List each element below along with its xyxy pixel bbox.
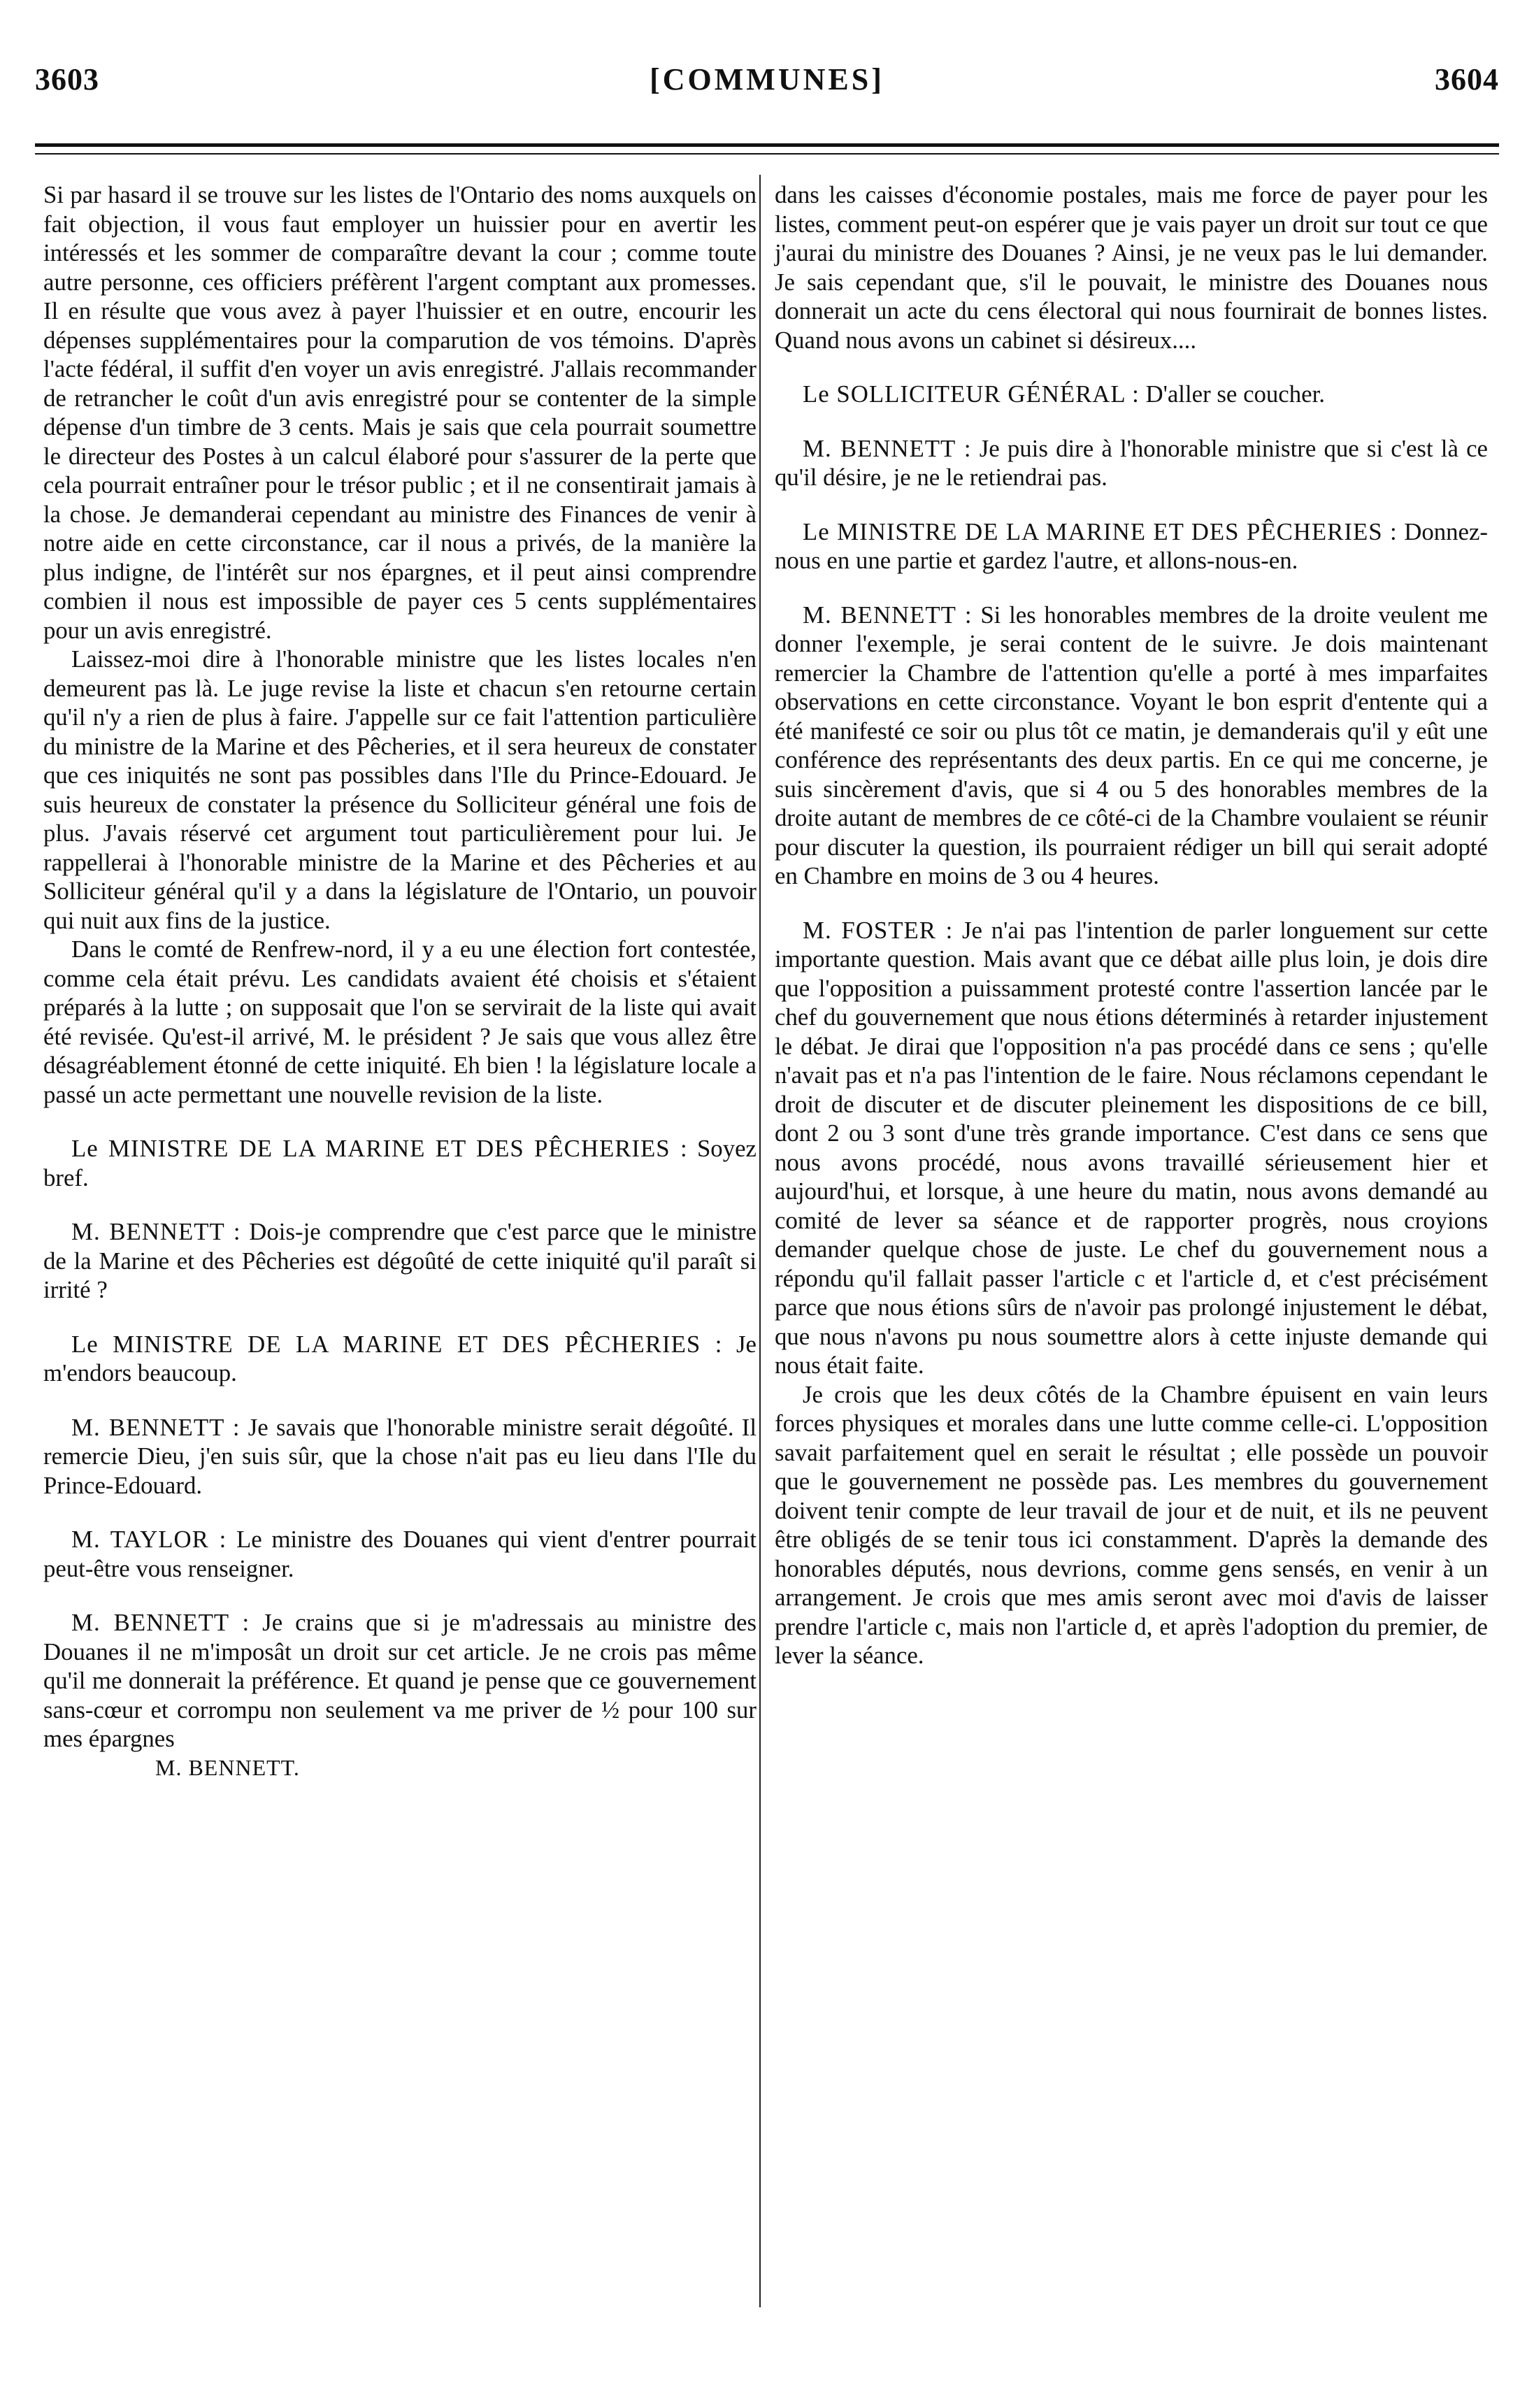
speaker-name: M. FOSTER : [803, 916, 954, 944]
speech [43, 1330, 757, 1388]
speech [775, 601, 1488, 891]
paragraph: Dans le comté de Renfrew-nord, il y a eu une élection fort contestée, comme cela était prévu. Les candidats avaient été choisis et s'étaient préparés à la lutte ; on supposait que l'on se servirait de la liste qui avait été revisée. Qu'est-il arrivé, M. le président ? Je sais que vous allez être désagréablement étonné de cette iniquité. Eh bien ! la législature locale a passé un acte permettant une nouvelle revision de la liste. [43, 936, 757, 1108]
speech-text: Dois-je comprendre que c'est parce que le ministre de la Marine et des Pêcheries est dégoûté de cette iniquité qu'il paraît si irrité ? [43, 1218, 757, 1303]
speaker-name: M. TAYLOR : [71, 1526, 227, 1553]
speech-text: Je crains que si je m'adressais au ministre des Douanes il ne m'imposât un droit sur cet article. Je ne crois pas même qu'il me donnerait la préférence. Et quand je pense que ce gouvernement sans-cœur et corrompu non seulement va me priver de ½ pour 100 sur mes épargnes [43, 1609, 757, 1752]
running-footer-signature: M. BENNETT. [155, 1754, 300, 1780]
speaker-name: M. BENNETT : [803, 601, 973, 629]
paragraph: dans les caisses d'économie postales, mais me force de payer pour les listes, comment peut-on espérer que je vais payer un droit sur tout ce que j'aurai du ministre des Douanes ? Ainsi, je ne veux pas le lui demander. Je sais cependant que, s'il le pouvait, le ministre des Douanes nous donnerait un acte du cens électoral qui nous fournirait de bonnes listes. Quand nous avons un cabinet si désireux.... [775, 181, 1488, 354]
speech [43, 1413, 757, 1500]
speech-text: Je n'ai pas l'intention de parler longuement sur cette importante question. Mais avant que ce débat aille plus loin, je dois dire que l'opposition a puissamment protesté contre l'assertion lancée par le chef du gouvernement que nous étions déterminés à retarder injustement le débat. Je dirai que l'opposition n'a pas procédé dans ce sens ; qu'elle n'avait pas et n'a pas l'intention de le faire. Nous réclamons cependant le droit de discuter et de discuter pleinement les dispositions de ce bill, dont 2 ou 3 sont d'une très grande importance. C'est dans ce sens que nous avons procédé, nous avons travaillé sérieusement hier et aujourd'hui, et lorsque, à une heure du matin, nous avons demandé au comité de lever sa séance et de rapporter progrès, nous croyions demander quelque chose de juste. Le chef du gouvernement nous a répondu qu'il fallait passer l'article c et l'article d, et c'est précisément parce que nous étions sûrs de n'avoir pas prolongé injustement le débat, que nous n'avons pu nous soumettre alors à cette injuste demande qui nous était faite. [775, 916, 1488, 1379]
speech-text: Si les honorables membres de la droite veulent me donner l'exemple, je serai content de le suivre. Je dois maintenant remercier la Chambre de l'attention qu'elle a porté à mes imparfaites observations en cette circonstance. Voyant le bon esprit d'entente qui a été manifesté ce soir ou plus tôt ce matin, je demanderais qu'il y eût une conférence des représentants des deux partis. En ce qui me concerne, je suis sincèrement d'avis, que si 4 ou 5 des honorables membres de la droite autant de membres de ce côté-ci de la Chambre voulaient se réunir pour discuter la question, ils pourraient rédiger un bill qui serait adopté en Chambre en moins de 3 ou 4 heures. [775, 601, 1488, 889]
speaker-name: M. BENNETT : [71, 1218, 241, 1245]
speaker-name: Le MINISTRE DE LA MARINE ET DES PÊCHERIES : [71, 1330, 723, 1358]
speech-text: Je m'endors beaucoup. [43, 1330, 757, 1386]
speech-text: D'aller se coucher. [1145, 380, 1325, 408]
speech [43, 1217, 757, 1305]
left-column [43, 180, 757, 1782]
speaker-name: M. BENNETT : [803, 434, 972, 462]
paragraph: Laissez-moi dire à l'honorable ministre que les listes locales n'en demeurent pas là. Le juge revise la liste et chacun s'en retourne certain qu'il n'y a rien de plus à faire. J'appelle sur ce fait l'attention particulière du ministre de la Marine et des Pêcheries, et il sera heureux de constater que ces iniquités ne sont pas possibles dans l'Ile du Prince-Edouard. Je suis heureux de constater la présence du Solliciteur général une fois de plus. J'avais réservé cet argument tout particulièrement pour lui. Je rappellerai à l'honorable ministre de la Marine et des Pêcheries et au Solliciteur général qu'il y a dans la législature de l'Ontario, un pouvoir qui nuit aux fins de la justice. [43, 645, 757, 934]
speech [775, 916, 1488, 1380]
speech [775, 517, 1488, 575]
speaker-name: Le MINISTRE DE LA MARINE ET DES PÊCHERIES : [803, 517, 1398, 545]
page-number-right: 3604 [1435, 62, 1499, 96]
right-column [775, 180, 1488, 1670]
speech [43, 1525, 757, 1583]
speech-text: Je puis dire à l'honorable ministre que si c'est là ce qu'il désire, je ne le retiendrai pas. [775, 434, 1488, 491]
paragraph: Je crois que les deux côtés de la Chambre épuisent en vain leurs forces physiques et morales dans une lutte comme celle-ci. L'opposition savait parfaitement quel en serait le résultat ; elle possède un pouvoir que le gouvernement ne possède pas. Les membres du gouvernement doivent tenir compte de leur travail de jour et de nuit, et ils ne peuvent être obligés de se tenir tous ici constamment. D'après la demande des honorables députés, nous devrions, comme gens sensés, en venir à un arrangement. Je crois que mes amis seront avec moi d'avis de laisser prendre l'article c, mais non l'article d, et après l'adoption du premier, de lever la séance. [775, 1380, 1488, 1669]
speech-text: Je savais que l'honorable ministre serait dégoûté. Il remercie Dieu, j'en suis sûr, que la chose n'ait pas eu lieu dans l'Ile du Prince-Edouard. [43, 1413, 757, 1499]
speech [43, 1134, 757, 1192]
page-title: [COMMUNES] [650, 62, 884, 96]
header-rule-thick [35, 143, 1499, 147]
speech [775, 434, 1488, 492]
speaker-name: Le MINISTRE DE LA MARINE ET DES PÊCHERIES : [71, 1135, 688, 1162]
paragraph: Si par hasard il se trouve sur les listes de l'Ontario des noms auxquels on fait objection, il vous faut employer un huissier pour en avertir les intéressés et les sommer de comparaître devant la cour ; comme toute autre personne, ces officiers préfèrent l'argent comptant aux promesses. Il en résulte que vous avez à payer l'huissier et en outre, encourir les dépenses supplémentaires pour la comparution de vos témoins. D'après l'acte fédéral, il suffit d'en voyer un avis enregistré. J'allais recommander de retrancher le coût d'un avis enregistré pour se contenter de la simple dépense d'un timbre de 3 cents. Mais je sais que cela pourrait soumettre le directeur des Postes à un calcul élaboré pour s'assurer de la perte que cela pourrait entraîner pour le trésor public ; et il ne consentirait jamais à la chose. Je demanderai cependant au ministre des Finances de venir à notre aide en cette circonstance, car il nous a privés, de la manière la plus indigne, de l'intérêt sur nos épargnes, et il peut ainsi comprendre combien il nous est impossible de payer ces 5 cents supplémentaires pour un avis enregistré. [43, 181, 757, 644]
speaker-name: Le SOLLICITEUR GÉNÉRAL : [803, 380, 1140, 408]
speech-text: Donnez-nous en une partie et gardez l'autre, et allons-nous-en. [775, 517, 1488, 574]
speaker-name: M. BENNETT : [71, 1413, 241, 1441]
speaker-name: M. BENNETT : [71, 1609, 250, 1636]
page-number-left: 3603 [35, 62, 99, 96]
speech-text: Soyez bref. [43, 1135, 757, 1191]
speech [775, 380, 1488, 409]
page-header [35, 62, 1499, 110]
speech [43, 1608, 757, 1754]
speech-text: Le ministre des Douanes qui vient d'entrer pourrait peut-être vous renseigner. [43, 1526, 757, 1582]
column-divider [759, 175, 761, 2307]
header-rule-thin [35, 153, 1499, 155]
